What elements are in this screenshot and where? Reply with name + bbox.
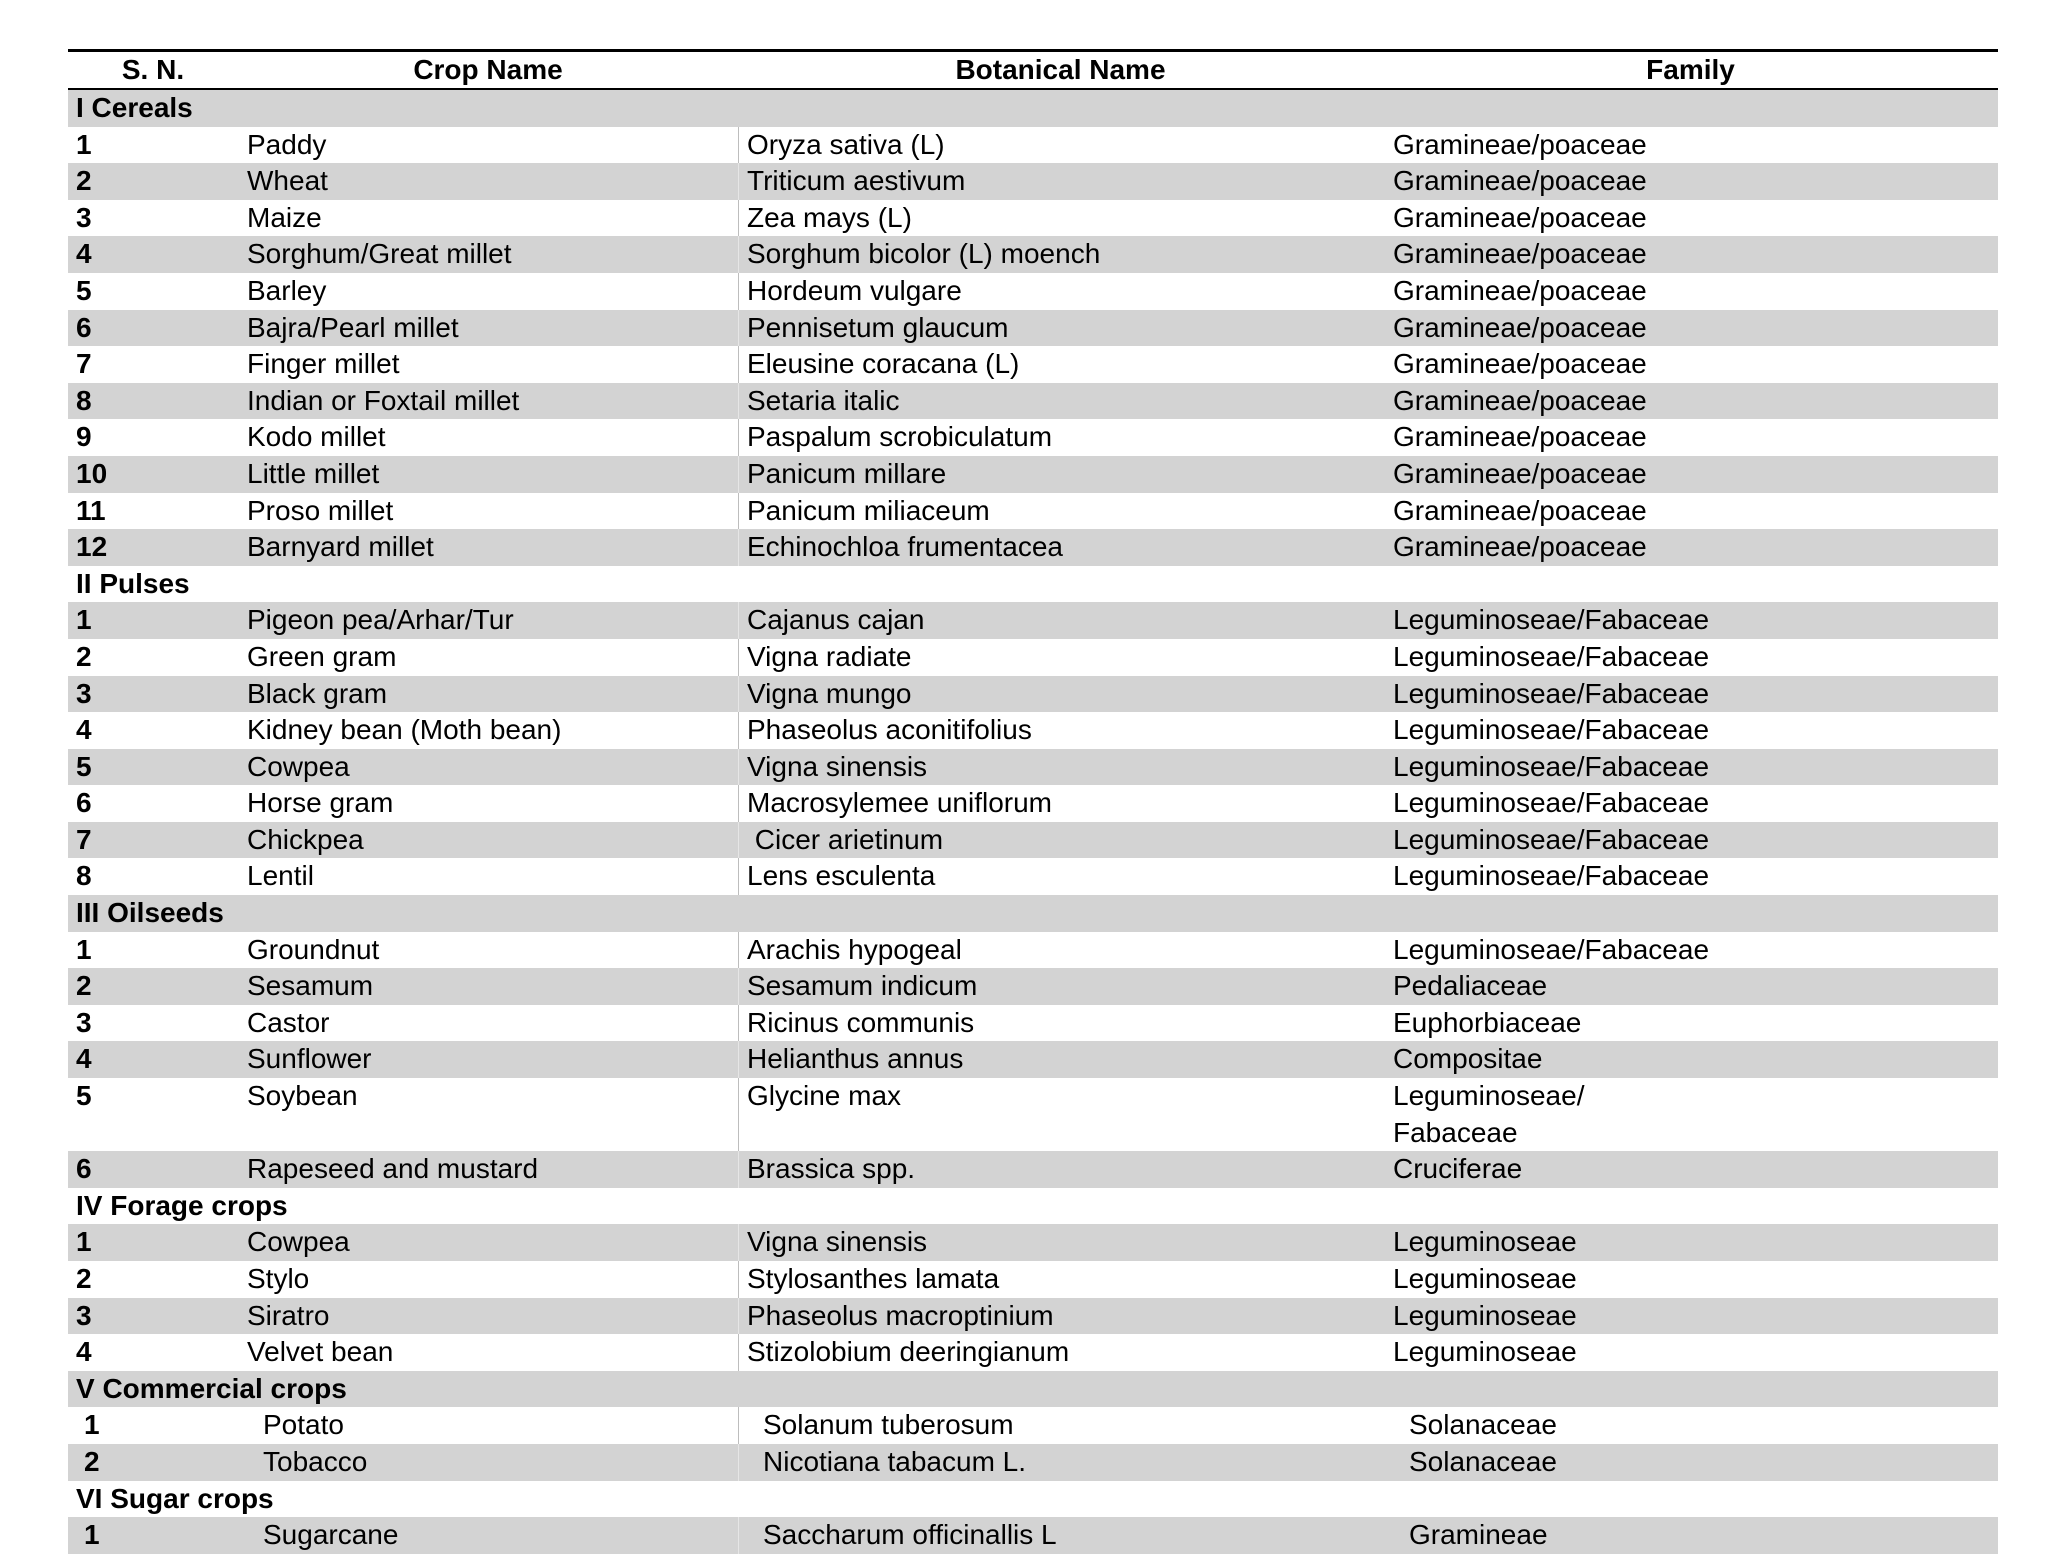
crop-name-cell: Stylo bbox=[247, 1263, 310, 1294]
column-divider bbox=[738, 163, 739, 200]
crop-name-cell: Black gram bbox=[247, 677, 388, 709]
family-cell: Gramineae/poaceae bbox=[1393, 274, 1647, 306]
botanical-name-cell: Glycine max bbox=[747, 1080, 902, 1112]
column-divider bbox=[738, 1517, 739, 1554]
family-cell: Gramineae/poaceae bbox=[1393, 384, 1647, 416]
table-row bbox=[68, 1078, 1998, 1151]
section-title: I Cereals bbox=[76, 92, 193, 123]
column-divider bbox=[738, 712, 739, 749]
table-row bbox=[68, 749, 1998, 786]
column-divider bbox=[738, 236, 739, 273]
column-divider bbox=[738, 822, 739, 859]
family-cell: Leguminoseae/Fabaceae bbox=[1393, 787, 1710, 819]
family-cell: Gramineae/poaceae bbox=[1393, 421, 1647, 453]
serial-number-cell: 5 bbox=[76, 750, 92, 782]
column-divider bbox=[738, 1334, 739, 1371]
family-cell: Gramineae/poaceae bbox=[1393, 531, 1647, 563]
botanical-name-cell: Vigna sinensis bbox=[747, 1226, 928, 1258]
column-divider bbox=[738, 676, 739, 713]
botanical-name-cell: Oryza sativa (L) bbox=[747, 128, 945, 160]
family-cell: Solanaceae bbox=[1409, 1409, 1557, 1441]
botanical-name-cell: Panicum millare bbox=[747, 457, 947, 489]
family-cell: Gramineae/poaceae bbox=[1393, 494, 1647, 526]
table-row bbox=[68, 236, 1998, 273]
crop-name-cell: Castor bbox=[247, 1006, 330, 1038]
serial-number-cell: 1 bbox=[76, 1226, 92, 1258]
family-cell: Solanaceae bbox=[1409, 1445, 1557, 1477]
column-divider bbox=[738, 273, 739, 310]
serial-number-cell: 1 bbox=[76, 604, 92, 636]
column-divider bbox=[738, 1005, 739, 1042]
serial-number-cell: 3 bbox=[76, 201, 92, 233]
serial-number-cell: 1 bbox=[84, 1409, 100, 1441]
botanical-name-cell: Macrosylemee uniflorum bbox=[747, 787, 1052, 819]
section-header-row bbox=[68, 90, 1998, 127]
crop-name-cell: Soybean bbox=[247, 1080, 358, 1112]
serial-number-cell: 3 bbox=[76, 1299, 92, 1331]
table-row bbox=[68, 346, 1998, 383]
crop-name-cell: Cowpea bbox=[247, 1226, 350, 1258]
botanical-name-cell: Phaseolus aconitifolius bbox=[747, 714, 1032, 746]
column-divider bbox=[738, 1224, 739, 1261]
botanical-name-cell: Vigna radiate bbox=[747, 640, 912, 672]
table-row bbox=[68, 1407, 1998, 1444]
header-family: Family bbox=[1646, 54, 1735, 85]
family-cell: Leguminoseae/Fabaceae bbox=[1393, 750, 1710, 782]
crop-name-cell: Green gram bbox=[247, 640, 397, 672]
serial-number-cell: 11 bbox=[76, 494, 106, 526]
crop-name-cell: Sorghum/Great millet bbox=[247, 238, 512, 270]
botanical-name-cell: Paspalum scrobiculatum bbox=[747, 421, 1053, 453]
family-cell: Leguminoseae/Fabaceae bbox=[1393, 604, 1710, 636]
botanical-name-cell: Nicotiana tabacum L. bbox=[763, 1445, 1027, 1477]
botanical-name-cell: Echinochloa frumentacea bbox=[747, 531, 1063, 563]
botanical-name-cell: Pennisetum glaucum bbox=[747, 311, 1009, 343]
table-header-row bbox=[68, 52, 1998, 90]
column-divider bbox=[738, 346, 739, 383]
crop-name-cell: Proso millet bbox=[247, 494, 394, 526]
serial-number-cell: 6 bbox=[76, 787, 92, 819]
serial-number-cell: 1 bbox=[76, 933, 92, 965]
crop-name-cell: Velvet bean bbox=[247, 1336, 394, 1368]
serial-number-cell: 1 bbox=[84, 1519, 100, 1551]
section-header-row bbox=[68, 1481, 1998, 1518]
serial-number-cell: 4 bbox=[76, 1336, 92, 1368]
botanical-name-cell: Stizolobium deeringianum bbox=[747, 1336, 1070, 1368]
table-row bbox=[68, 456, 1998, 493]
table-row bbox=[68, 163, 1998, 200]
header-serial-number: S. N. bbox=[121, 54, 185, 85]
family-cell: Gramineae/poaceae bbox=[1393, 457, 1647, 489]
crop-name-cell: Lentil bbox=[247, 860, 314, 892]
family-cell: Leguminoseae bbox=[1393, 1263, 1577, 1294]
table-row bbox=[68, 493, 1998, 530]
crop-name-cell: Tobacco bbox=[263, 1445, 368, 1477]
table-row bbox=[68, 1517, 1998, 1554]
table-row bbox=[68, 602, 1998, 639]
column-divider bbox=[738, 1261, 739, 1298]
crop-name-cell: Paddy bbox=[247, 128, 327, 160]
crop-name-cell: Chickpea bbox=[247, 823, 364, 855]
serial-number-cell: 8 bbox=[76, 860, 92, 892]
serial-number-cell: 3 bbox=[76, 1006, 92, 1038]
botanical-name-cell: Helianthus annus bbox=[747, 1043, 964, 1075]
crop-name-cell: Barnyard millet bbox=[247, 531, 434, 563]
family-cell: Leguminoseae/Fabaceae bbox=[1393, 640, 1710, 672]
column-divider bbox=[738, 383, 739, 420]
table-row bbox=[68, 1224, 1998, 1261]
serial-number-cell: 6 bbox=[76, 311, 92, 343]
botanical-name-cell: Sesamum indicum bbox=[747, 970, 978, 1002]
crop-table bbox=[68, 49, 1998, 1554]
column-divider bbox=[738, 200, 739, 237]
table-row bbox=[68, 127, 1998, 164]
botanical-name-cell: Vigna mungo bbox=[747, 677, 912, 709]
serial-number-cell: 5 bbox=[76, 274, 92, 306]
column-divider bbox=[738, 602, 739, 639]
crop-name-cell: Maize bbox=[247, 201, 322, 233]
serial-number-cell: 2 bbox=[76, 640, 92, 672]
section-header-row bbox=[68, 895, 1998, 932]
table-row bbox=[68, 1298, 1998, 1335]
column-divider bbox=[738, 1041, 739, 1078]
crop-name-cell: Bajra/Pearl millet bbox=[247, 311, 459, 343]
serial-number-cell: 2 bbox=[84, 1445, 100, 1477]
table-row bbox=[68, 1041, 1998, 1078]
botanical-name-cell: Panicum miliaceum bbox=[747, 494, 990, 526]
serial-number-cell: 2 bbox=[76, 1263, 92, 1294]
section-header-row bbox=[68, 1371, 1998, 1408]
table-row bbox=[68, 310, 1998, 347]
botanical-name-cell: Zea mays (L) bbox=[747, 201, 912, 233]
family-cell: Leguminoseae/Fabaceae bbox=[1393, 677, 1710, 709]
column-divider bbox=[738, 127, 739, 164]
table-row bbox=[68, 1151, 1998, 1188]
family-cell: Euphorbiaceae bbox=[1393, 1006, 1582, 1038]
family-cell: Leguminoseae bbox=[1393, 1336, 1577, 1368]
serial-number-cell: 6 bbox=[76, 1153, 92, 1185]
serial-number-cell: 8 bbox=[76, 384, 92, 416]
botanical-name-cell: Lens esculenta bbox=[747, 860, 936, 892]
table-row bbox=[68, 273, 1998, 310]
botanical-name-cell: Vigna sinensis bbox=[747, 750, 928, 782]
crop-name-cell: Cowpea bbox=[247, 750, 350, 782]
family-cell: Leguminoseae/Fabaceae bbox=[1393, 860, 1710, 892]
column-divider bbox=[738, 932, 739, 969]
family-cell: Gramineae/poaceae bbox=[1393, 311, 1647, 343]
crop-name-cell: Kidney bean (Moth bean) bbox=[247, 714, 562, 746]
table-row bbox=[68, 785, 1998, 822]
botanical-name-cell: Brassica spp. bbox=[747, 1153, 916, 1185]
family-cell: Cruciferae bbox=[1393, 1153, 1523, 1185]
family-cell: Gramineae bbox=[1409, 1519, 1548, 1551]
botanical-name-cell: Setaria italic bbox=[747, 384, 900, 416]
column-divider bbox=[738, 785, 739, 822]
botanical-name-cell: Saccharum officinallis L bbox=[763, 1519, 1057, 1551]
serial-number-cell: 2 bbox=[76, 165, 92, 197]
column-divider bbox=[738, 1444, 739, 1481]
table-row bbox=[68, 1444, 1998, 1481]
table-row bbox=[68, 712, 1998, 749]
crop-name-cell: Sesamum bbox=[247, 970, 374, 1002]
section-header-row bbox=[68, 566, 1998, 603]
column-divider bbox=[738, 1298, 739, 1335]
table-row bbox=[68, 200, 1998, 237]
serial-number-cell: 4 bbox=[76, 714, 92, 746]
family-cell: Leguminoseae bbox=[1393, 1299, 1577, 1331]
table-row bbox=[68, 1261, 1998, 1298]
table-row bbox=[68, 383, 1998, 420]
crop-name-cell: Pigeon pea/Arhar/Tur bbox=[247, 604, 514, 636]
section-title: III Oilseeds bbox=[76, 897, 224, 929]
table-row bbox=[68, 529, 1998, 566]
table-row bbox=[68, 1005, 1998, 1042]
table-row bbox=[68, 968, 1998, 1005]
botanical-name-cell: Cajanus cajan bbox=[747, 604, 925, 636]
crop-name-cell: Barley bbox=[247, 274, 327, 306]
family-cell: Leguminoseae/Fabaceae bbox=[1393, 823, 1710, 855]
table-row bbox=[68, 419, 1998, 456]
botanical-name-cell: Triticum aestivum bbox=[747, 165, 966, 197]
column-divider bbox=[738, 1151, 739, 1188]
botanical-name-cell: Hordeum vulgare bbox=[747, 274, 962, 306]
column-divider bbox=[738, 968, 739, 1005]
botanical-name-cell: Sorghum bicolor (L) moench bbox=[747, 238, 1101, 270]
crop-name-cell: Groundnut bbox=[247, 933, 380, 965]
family-cell: Gramineae/poaceae bbox=[1393, 348, 1647, 380]
crop-name-cell: Horse gram bbox=[247, 787, 394, 819]
crop-name-cell: Rapeseed and mustard bbox=[247, 1153, 539, 1185]
header-botanical-name: Botanical Name bbox=[955, 54, 1166, 85]
family-cell: Leguminoseae/ Fabaceae bbox=[1393, 1080, 1585, 1148]
section-header-row bbox=[68, 1188, 1998, 1225]
crop-name-cell: Siratro bbox=[247, 1299, 330, 1331]
serial-number-cell: 4 bbox=[76, 238, 92, 270]
table-body bbox=[68, 90, 1998, 1554]
column-divider bbox=[738, 1407, 739, 1444]
crop-name-cell: Sugarcane bbox=[263, 1519, 399, 1551]
family-cell: Gramineae/poaceae bbox=[1393, 128, 1647, 160]
serial-number-cell: 7 bbox=[76, 348, 92, 380]
family-cell: Compositae bbox=[1393, 1043, 1543, 1075]
botanical-name-cell: Ricinus communis bbox=[747, 1006, 975, 1038]
serial-number-cell: 9 bbox=[76, 421, 92, 453]
botanical-name-cell: Arachis hypogeal bbox=[747, 933, 962, 965]
table-row bbox=[68, 639, 1998, 676]
section-title: VI Sugar crops bbox=[76, 1482, 274, 1514]
family-cell: Pedaliaceae bbox=[1393, 970, 1548, 1002]
crop-name-cell: Wheat bbox=[247, 165, 328, 197]
family-cell: Leguminoseae bbox=[1393, 1226, 1577, 1258]
serial-number-cell: 7 bbox=[76, 823, 92, 855]
crop-name-cell: Little millet bbox=[247, 457, 380, 489]
serial-number-cell: 10 bbox=[76, 457, 108, 489]
table-row bbox=[68, 822, 1998, 859]
section-title: II Pulses bbox=[76, 567, 190, 599]
crop-name-cell: Indian or Foxtail millet bbox=[247, 384, 520, 416]
column-divider bbox=[738, 749, 739, 786]
botanical-name-cell: Eleusine coracana (L) bbox=[747, 348, 1020, 380]
serial-number-cell: 2 bbox=[76, 970, 92, 1002]
family-cell: Leguminoseae/Fabaceae bbox=[1393, 933, 1710, 965]
table-row bbox=[68, 1334, 1998, 1371]
column-divider bbox=[738, 858, 739, 895]
table-row bbox=[68, 932, 1998, 969]
column-divider bbox=[738, 419, 739, 456]
column-divider bbox=[738, 639, 739, 676]
header-crop-name: Crop Name bbox=[413, 54, 563, 85]
table-row bbox=[68, 676, 1998, 713]
serial-number-cell: 4 bbox=[76, 1043, 92, 1075]
crop-name-cell: Sunflower bbox=[247, 1043, 372, 1075]
column-divider bbox=[738, 493, 739, 530]
column-divider bbox=[738, 1078, 739, 1151]
serial-number-cell: 3 bbox=[76, 677, 92, 709]
section-title: IV Forage crops bbox=[76, 1189, 288, 1221]
botanical-name-cell: Phaseolus macroptinium bbox=[747, 1299, 1054, 1331]
section-title: V Commercial crops bbox=[76, 1372, 347, 1404]
serial-number-cell: 5 bbox=[76, 1080, 92, 1112]
table-row bbox=[68, 858, 1998, 895]
botanical-name-cell: Cicer arietinum bbox=[747, 823, 944, 855]
column-divider bbox=[738, 456, 739, 493]
family-cell: Gramineae/poaceae bbox=[1393, 201, 1647, 233]
family-cell: Leguminoseae/Fabaceae bbox=[1393, 714, 1710, 746]
column-divider bbox=[738, 310, 739, 347]
serial-number-cell: 1 bbox=[76, 128, 92, 160]
family-cell: Gramineae/poaceae bbox=[1393, 165, 1647, 197]
crop-name-cell: Potato bbox=[263, 1409, 344, 1441]
column-divider bbox=[738, 529, 739, 566]
botanical-name-cell: Solanum tuberosum bbox=[763, 1409, 1014, 1441]
serial-number-cell: 12 bbox=[76, 531, 108, 563]
botanical-name-cell: Stylosanthes lamata bbox=[747, 1263, 1000, 1294]
family-cell: Gramineae/poaceae bbox=[1393, 238, 1647, 270]
crop-name-cell: Kodo millet bbox=[247, 421, 386, 453]
crop-name-cell: Finger millet bbox=[247, 348, 400, 380]
